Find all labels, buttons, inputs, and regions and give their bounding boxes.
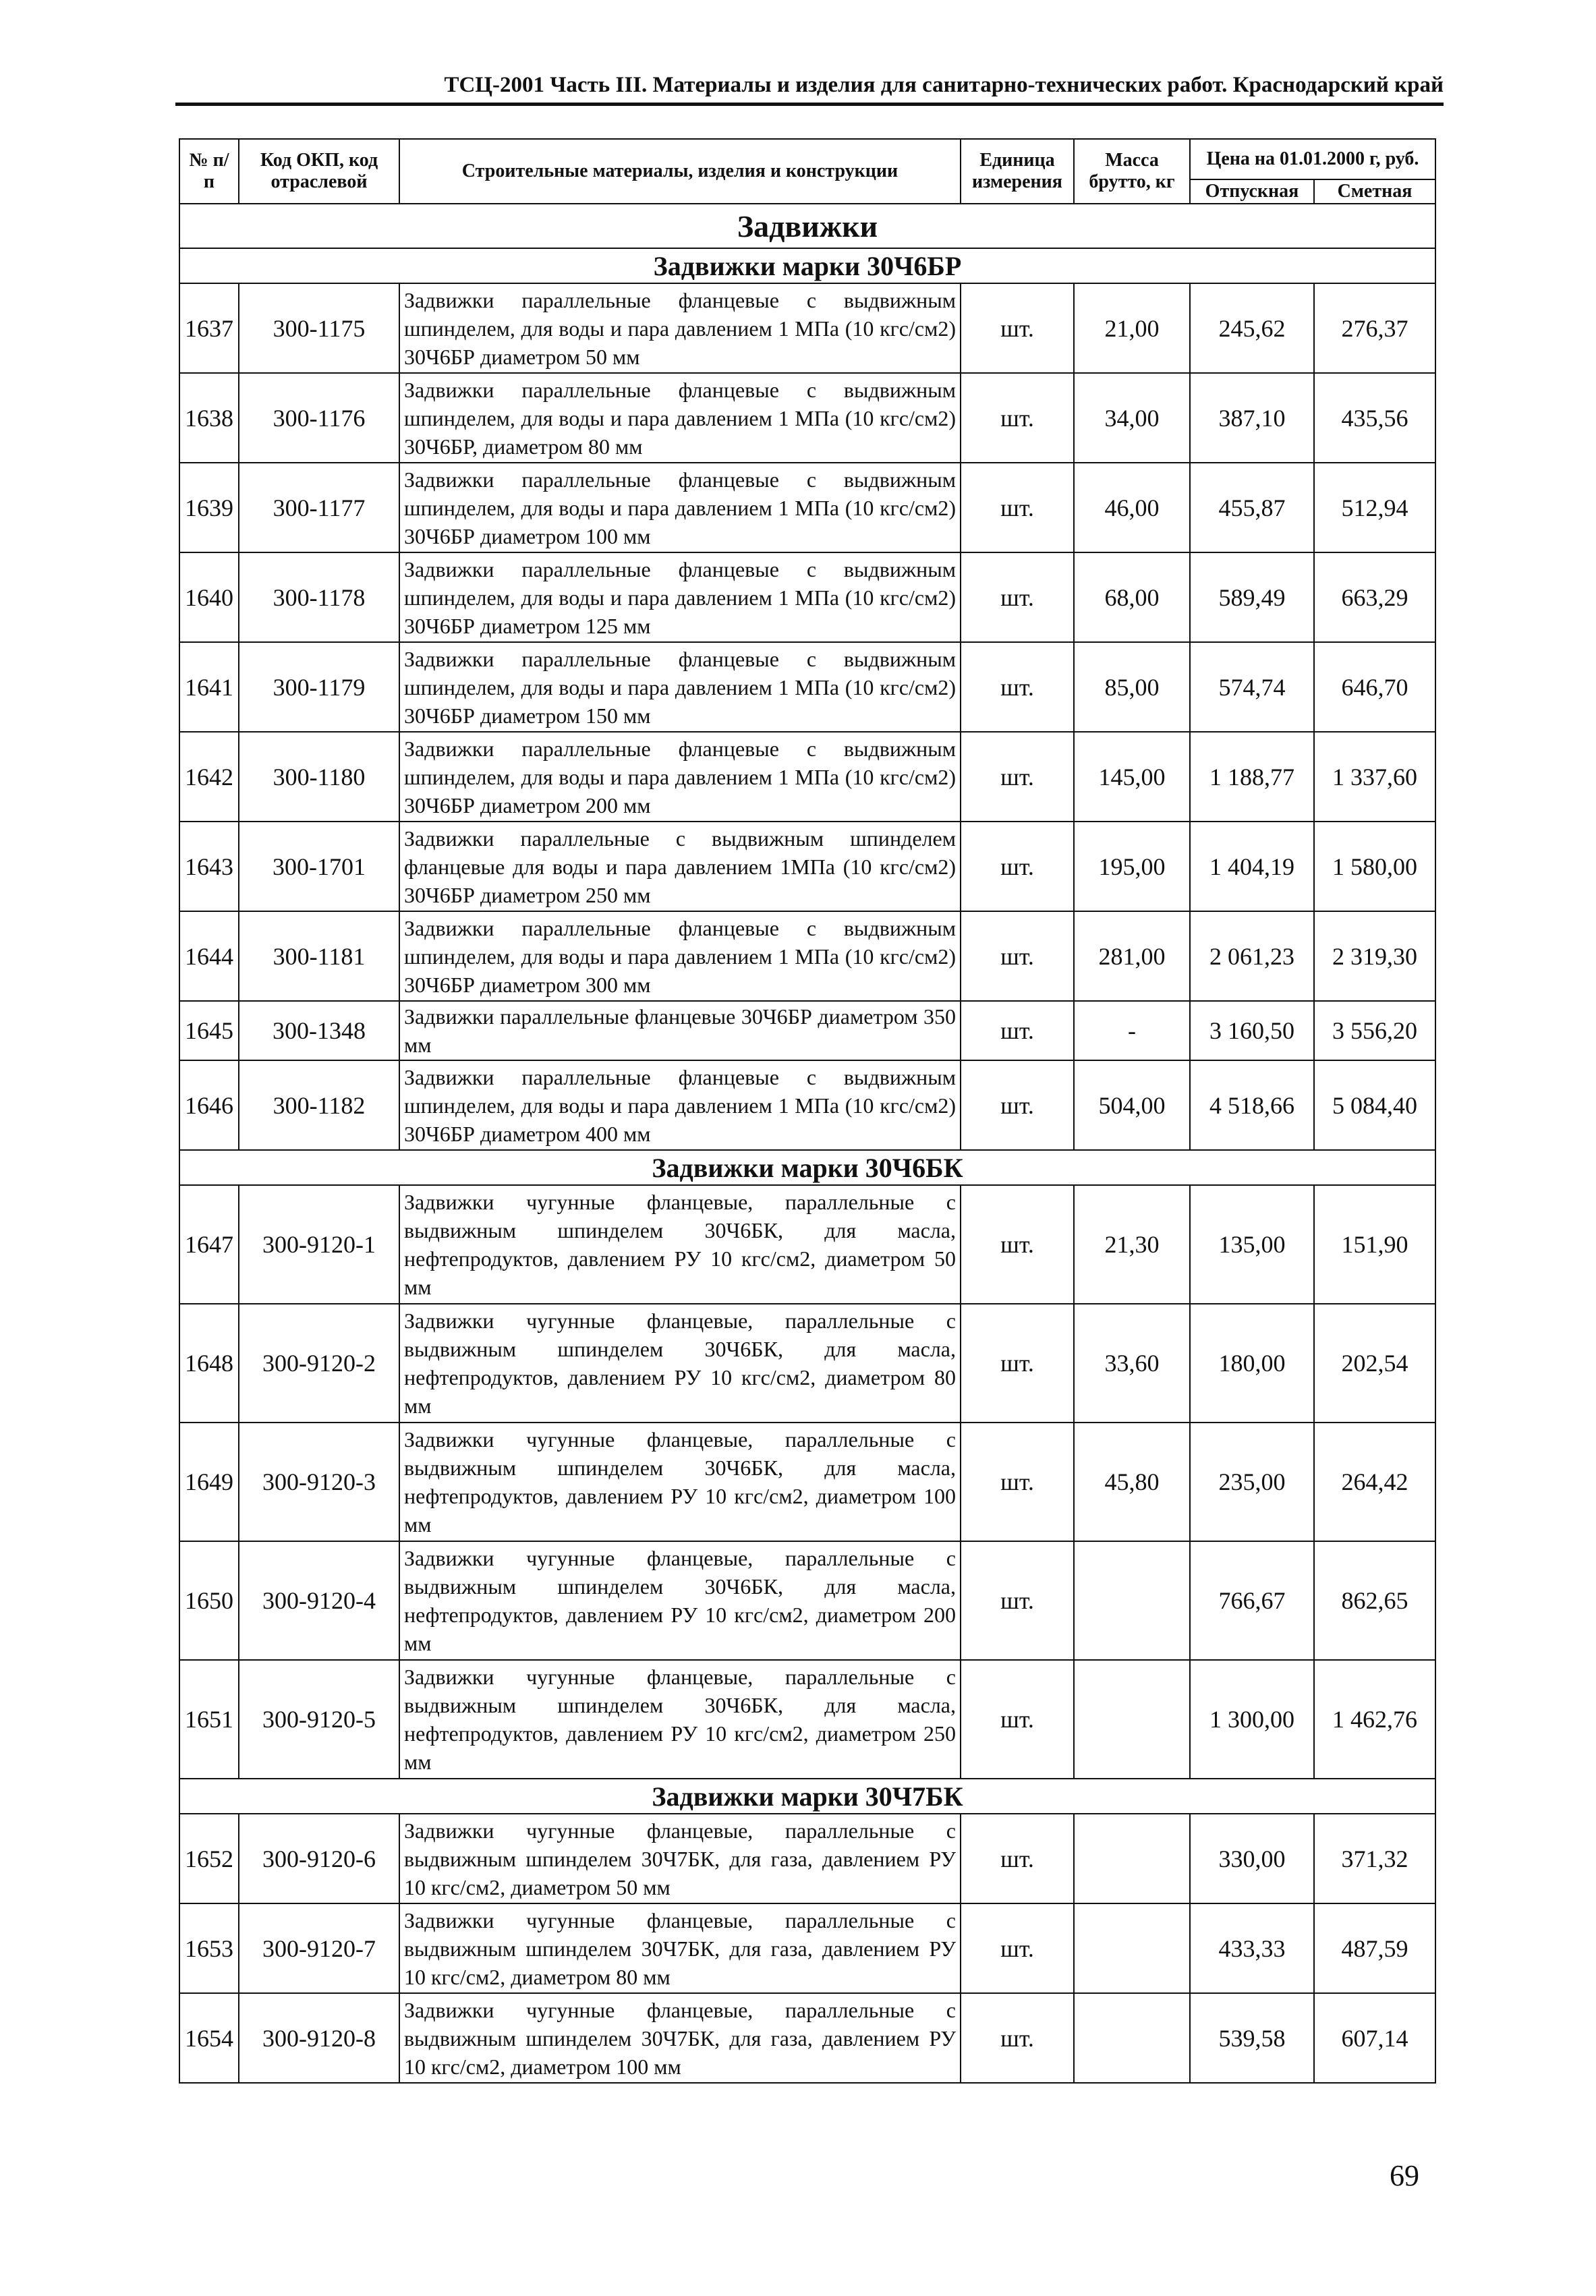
row-code: 300-1175 xyxy=(239,283,399,373)
col-header-desc: Строительные материалы, изделия и конструкции xyxy=(399,139,961,204)
row-mass: 46,00 xyxy=(1074,463,1190,552)
row-price-estimate: 1 337,60 xyxy=(1314,732,1435,822)
group-title: Задвижки марки 30Ч6БК xyxy=(179,1150,1435,1185)
row-price-release: 235,00 xyxy=(1190,1423,1314,1541)
row-price-estimate: 435,56 xyxy=(1314,373,1435,463)
row-mass xyxy=(1074,1903,1190,1993)
row-price-estimate: 3 556,20 xyxy=(1314,1001,1435,1060)
row-unit: шт. xyxy=(961,1423,1074,1541)
row-number: 1640 xyxy=(179,552,239,642)
row-code: 300-1348 xyxy=(239,1001,399,1060)
row-description: Задвижки параллельные фланцевые 30Ч6БР диаметром 350 мм xyxy=(399,1001,961,1060)
row-unit: шт. xyxy=(961,1304,1074,1423)
row-price-estimate: 264,42 xyxy=(1314,1423,1435,1541)
row-code: 300-9120-2 xyxy=(239,1304,399,1423)
row-price-estimate: 862,65 xyxy=(1314,1541,1435,1660)
row-number: 1650 xyxy=(179,1541,239,1660)
table-row xyxy=(179,1993,1435,2083)
row-mass: 68,00 xyxy=(1074,552,1190,642)
row-description: Задвижки чугунные фланцевые, параллельные с выдвижным шпинделем 30Ч6БК, для масла, нефтепродуктов, давлением РУ 10 кгс/см2, диаметром 100 мм xyxy=(399,1423,961,1541)
row-code: 300-9120-5 xyxy=(239,1660,399,1779)
row-number: 1652 xyxy=(179,1814,239,1903)
row-price-estimate: 1 462,76 xyxy=(1314,1660,1435,1779)
row-mass: - xyxy=(1074,1001,1190,1060)
row-mass: 33,60 xyxy=(1074,1304,1190,1423)
row-price-estimate: 202,54 xyxy=(1314,1304,1435,1423)
row-unit: шт. xyxy=(961,1001,1074,1060)
row-price-release: 1 188,77 xyxy=(1190,732,1314,822)
row-code: 300-9120-6 xyxy=(239,1814,399,1903)
row-price-release: 330,00 xyxy=(1190,1814,1314,1903)
header-rule xyxy=(175,103,1444,106)
row-code: 300-1182 xyxy=(239,1060,399,1150)
row-number: 1646 xyxy=(179,1060,239,1150)
row-number: 1649 xyxy=(179,1423,239,1541)
row-mass: 281,00 xyxy=(1074,911,1190,1001)
col-header-num: № п/п xyxy=(179,139,239,204)
group-header-row xyxy=(179,248,1435,283)
row-unit: шт. xyxy=(961,911,1074,1001)
row-price-release: 4 518,66 xyxy=(1190,1060,1314,1150)
row-number: 1641 xyxy=(179,642,239,732)
table-row xyxy=(179,373,1435,463)
section-row xyxy=(179,204,1435,248)
row-code: 300-9120-3 xyxy=(239,1423,399,1541)
table-row xyxy=(179,1660,1435,1779)
table-row xyxy=(179,552,1435,642)
row-description: Задвижки параллельные фланцевые с выдвижным шпинделем, для воды и пара давлением 1 МПа (10 кгс/см2) 30Ч6БР диаметром 50 мм xyxy=(399,283,961,373)
table-row xyxy=(179,1541,1435,1660)
row-code: 300-1180 xyxy=(239,732,399,822)
row-price-release: 387,10 xyxy=(1190,373,1314,463)
row-description: Задвижки параллельные фланцевые с выдвижным шпинделем, для воды и пара давлением 1 МПа (10 кгс/см2) 30Ч6БР диаметром 300 мм xyxy=(399,911,961,1001)
row-code: 300-1176 xyxy=(239,373,399,463)
col-header-price-estimate: Сметная xyxy=(1314,179,1435,204)
col-header-price: Цена на 01.01.2000 г, руб. xyxy=(1190,139,1435,179)
row-unit: шт. xyxy=(961,822,1074,911)
row-code: 300-9120-8 xyxy=(239,1993,399,2083)
row-mass: 21,00 xyxy=(1074,283,1190,373)
page-header: ТСЦ-2001 Часть III. Материалы и изделия для санитарно-технических работ. Краснодарский край xyxy=(444,73,1444,97)
row-unit: шт. xyxy=(961,1993,1074,2083)
row-mass: 504,00 xyxy=(1074,1060,1190,1150)
row-description: Задвижки параллельные фланцевые с выдвижным шпинделем, для воды и пара давлением 1 МПа (10 кгс/см2) 30Ч6БР диаметром 150 мм xyxy=(399,642,961,732)
row-number: 1638 xyxy=(179,373,239,463)
table-row xyxy=(179,732,1435,822)
col-header-price-release: Отпускная xyxy=(1190,179,1314,204)
row-number: 1651 xyxy=(179,1660,239,1779)
table-row xyxy=(179,1060,1435,1150)
row-price-estimate: 607,14 xyxy=(1314,1993,1435,2083)
table-row xyxy=(179,1185,1435,1304)
row-number: 1637 xyxy=(179,283,239,373)
row-description: Задвижки параллельные фланцевые с выдвижным шпинделем, для воды и пара давлением 1 МПа (10 кгс/см2) 30Ч6БР, диаметром 80 мм xyxy=(399,373,961,463)
row-price-estimate: 151,90 xyxy=(1314,1185,1435,1304)
group-title: Задвижки марки 30Ч7БК xyxy=(179,1779,1435,1814)
table-body xyxy=(179,204,1435,2083)
row-description: Задвижки параллельные с выдвижным шпинделем фланцевые для воды и пара давлением 1МПа (10 кгс/см2) 30Ч6БР диаметром 250 мм xyxy=(399,822,961,911)
row-mass xyxy=(1074,1993,1190,2083)
row-code: 300-9120-1 xyxy=(239,1185,399,1304)
row-unit: шт. xyxy=(961,463,1074,552)
row-description: Задвижки чугунные фланцевые, параллельные с выдвижным шпинделем 30Ч7БК, для газа, давлением РУ 10 кгс/см2, диаметром 100 мм xyxy=(399,1993,961,2083)
table-row xyxy=(179,642,1435,732)
row-price-release: 180,00 xyxy=(1190,1304,1314,1423)
col-header-unit: Единица измерения xyxy=(961,139,1074,204)
row-mass: 145,00 xyxy=(1074,732,1190,822)
table-row xyxy=(179,1304,1435,1423)
table-row xyxy=(179,1001,1435,1060)
row-mass: 195,00 xyxy=(1074,822,1190,911)
row-price-release: 3 160,50 xyxy=(1190,1001,1314,1060)
group-header-row xyxy=(179,1779,1435,1814)
row-unit: шт. xyxy=(961,642,1074,732)
row-price-estimate: 2 319,30 xyxy=(1314,911,1435,1001)
row-price-release: 455,87 xyxy=(1190,463,1314,552)
row-unit: шт. xyxy=(961,373,1074,463)
row-description: Задвижки чугунные фланцевые, параллельные с выдвижным шпинделем 30Ч6БК, для масла, нефтепродуктов, давлением РУ 10 кгс/см2, диаметром 80 мм xyxy=(399,1304,961,1423)
row-price-release: 245,62 xyxy=(1190,283,1314,373)
row-description: Задвижки чугунные фланцевые, параллельные с выдвижным шпинделем 30Ч6БК, для масла, нефтепродуктов, давлением РУ 10 кгс/см2, диаметром 50 мм xyxy=(399,1185,961,1304)
row-description: Задвижки параллельные фланцевые с выдвижным шпинделем, для воды и пара давлением 1 МПа (10 кгс/см2) 30Ч6БР диаметром 400 мм xyxy=(399,1060,961,1150)
row-description: Задвижки чугунные фланцевые, параллельные с выдвижным шпинделем 30Ч6БК, для масла, нефтепродуктов, давлением РУ 10 кгс/см2, диаметром 200 мм xyxy=(399,1541,961,1660)
row-unit: шт. xyxy=(961,1541,1074,1660)
row-price-estimate: 1 580,00 xyxy=(1314,822,1435,911)
section-title: Задвижки xyxy=(179,204,1435,248)
row-number: 1644 xyxy=(179,911,239,1001)
row-code: 300-1179 xyxy=(239,642,399,732)
col-header-mass: Масса брутто, кг xyxy=(1074,139,1190,204)
row-price-release: 766,67 xyxy=(1190,1541,1314,1660)
row-price-estimate: 487,59 xyxy=(1314,1903,1435,1993)
row-code: 300-9120-4 xyxy=(239,1541,399,1660)
col-header-code: Код ОКП, код отраслевой xyxy=(239,139,399,204)
row-price-release: 135,00 xyxy=(1190,1185,1314,1304)
materials-table xyxy=(179,138,1436,2084)
row-unit: шт. xyxy=(961,1903,1074,1993)
row-number: 1653 xyxy=(179,1903,239,1993)
table-row xyxy=(179,283,1435,373)
row-description: Задвижки параллельные фланцевые с выдвижным шпинделем, для воды и пара давлением 1 МПа (10 кгс/см2) 30Ч6БР диаметром 100 мм xyxy=(399,463,961,552)
page-number: 69 xyxy=(1390,2159,1419,2192)
row-price-estimate: 663,29 xyxy=(1314,552,1435,642)
row-price-estimate: 512,94 xyxy=(1314,463,1435,552)
table-row xyxy=(179,822,1435,911)
row-mass: 34,00 xyxy=(1074,373,1190,463)
row-number: 1654 xyxy=(179,1993,239,2083)
row-price-estimate: 646,70 xyxy=(1314,642,1435,732)
row-price-estimate: 5 084,40 xyxy=(1314,1060,1435,1150)
row-code: 300-1177 xyxy=(239,463,399,552)
table-row xyxy=(179,463,1435,552)
group-title: Задвижки марки 30Ч6БР xyxy=(179,248,1435,283)
row-description: Задвижки чугунные фланцевые, параллельные с выдвижным шпинделем 30Ч7БК, для газа, давлением РУ 10 кгс/см2, диаметром 80 мм xyxy=(399,1903,961,1993)
table-row xyxy=(179,1814,1435,1903)
row-description: Задвижки параллельные фланцевые с выдвижным шпинделем, для воды и пара давлением 1 МПа (10 кгс/см2) 30Ч6БР диаметром 125 мм xyxy=(399,552,961,642)
row-unit: шт. xyxy=(961,552,1074,642)
row-price-release: 1 300,00 xyxy=(1190,1660,1314,1779)
row-description: Задвижки чугунные фланцевые, параллельные с выдвижным шпинделем 30Ч7БК, для газа, давлением РУ 10 кгс/см2, диаметром 50 мм xyxy=(399,1814,961,1903)
row-unit: шт. xyxy=(961,283,1074,373)
row-price-release: 2 061,23 xyxy=(1190,911,1314,1001)
row-code: 300-1178 xyxy=(239,552,399,642)
row-number: 1643 xyxy=(179,822,239,911)
row-mass: 45,80 xyxy=(1074,1423,1190,1541)
row-code: 300-9120-7 xyxy=(239,1903,399,1993)
row-mass: 85,00 xyxy=(1074,642,1190,732)
row-price-release: 574,74 xyxy=(1190,642,1314,732)
row-price-estimate: 371,32 xyxy=(1314,1814,1435,1903)
row-price-release: 539,58 xyxy=(1190,1993,1314,2083)
row-mass xyxy=(1074,1660,1190,1779)
row-unit: шт. xyxy=(961,732,1074,822)
row-description: Задвижки параллельные фланцевые с выдвижным шпинделем, для воды и пара давлением 1 МПа (10 кгс/см2) 30Ч6БР диаметром 200 мм xyxy=(399,732,961,822)
row-unit: шт. xyxy=(961,1814,1074,1903)
row-mass: 21,30 xyxy=(1074,1185,1190,1304)
row-unit: шт. xyxy=(961,1660,1074,1779)
row-number: 1642 xyxy=(179,732,239,822)
row-price-release: 433,33 xyxy=(1190,1903,1314,1993)
row-description: Задвижки чугунные фланцевые, параллельные с выдвижным шпинделем 30Ч6БК, для масла, нефтепродуктов, давлением РУ 10 кгс/см2, диаметром 250 мм xyxy=(399,1660,961,1779)
row-unit: шт. xyxy=(961,1060,1074,1150)
row-code: 300-1701 xyxy=(239,822,399,911)
row-number: 1639 xyxy=(179,463,239,552)
table-row xyxy=(179,911,1435,1001)
row-code: 300-1181 xyxy=(239,911,399,1001)
row-number: 1648 xyxy=(179,1304,239,1423)
row-unit: шт. xyxy=(961,1185,1074,1304)
row-number: 1647 xyxy=(179,1185,239,1304)
row-price-release: 1 404,19 xyxy=(1190,822,1314,911)
table-row xyxy=(179,1423,1435,1541)
table-row xyxy=(179,1903,1435,1993)
row-number: 1645 xyxy=(179,1001,239,1060)
row-price-release: 589,49 xyxy=(1190,552,1314,642)
group-header-row xyxy=(179,1150,1435,1185)
row-mass xyxy=(1074,1541,1190,1660)
row-mass xyxy=(1074,1814,1190,1903)
row-price-estimate: 276,37 xyxy=(1314,283,1435,373)
